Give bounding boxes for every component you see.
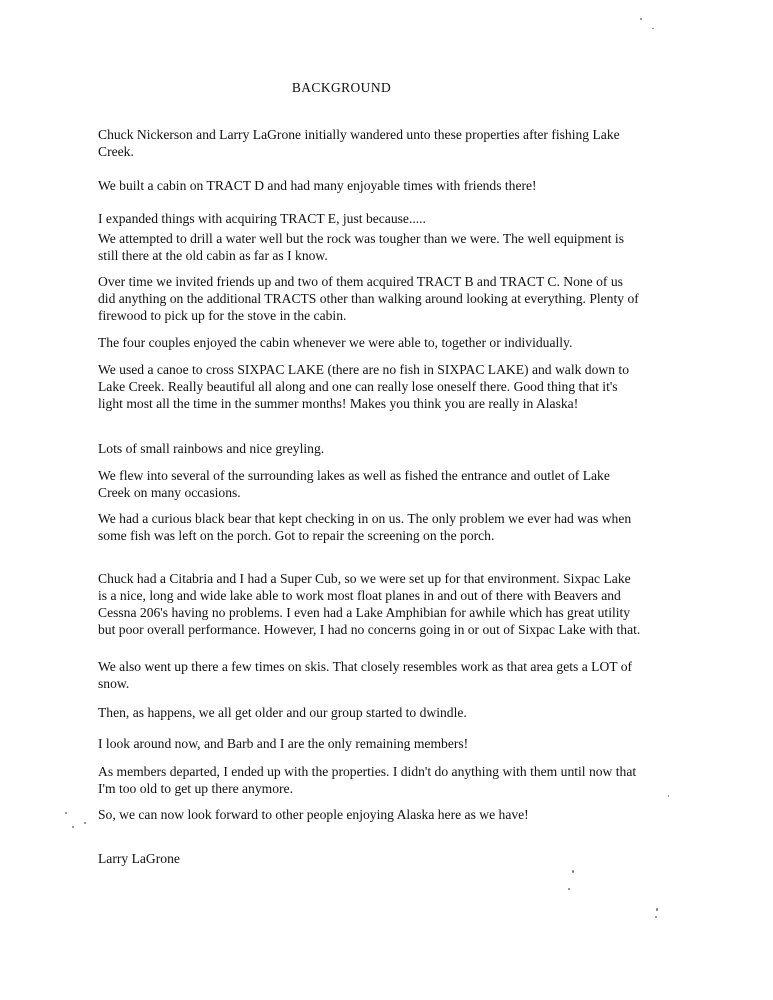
paragraph-1: Chuck Nickerson and Larry LaGrone initially wandered unto these properties after fishing Lake Creek. (98, 127, 620, 159)
scan-speck (72, 826, 74, 828)
scan-speck (668, 795, 669, 797)
scan-speck (652, 28, 654, 29)
scan-speck (568, 888, 570, 890)
signature: Larry LaGrone (98, 851, 180, 866)
paragraph-14: I look around now, and Barb and I are the only remaining members! (98, 736, 469, 751)
paragraph-5: Over time we invited friends up and two of them acquired TRACT B and TRACT C. None of us did anything on the additional TRACTS other than walking around looking at everything. Plenty of firewood to pick up for the stove in the cabin. (98, 274, 639, 323)
paragraph-16: So, we can now look forward to other people enjoying Alaska here as we have! (98, 807, 529, 822)
paragraph-10: We had a curious black bear that kept checking in on us. The only problem we ever had was when some fish was left on the porch. Got to repair the screening on the porch. (98, 511, 632, 543)
scan-speck (65, 812, 67, 814)
document-title-text: BACKGROUND (291, 80, 392, 95)
scan-speck (640, 18, 642, 20)
document-title (0, 80, 773, 96)
paragraph-2: We built a cabin on TRACT D and had many enjoyable times with friends there! (98, 178, 537, 193)
paragraph-9: We flew into several of the surrounding lakes as well as fished the entrance and outlet of Lake Creek on many occasions. (98, 468, 610, 500)
scan-speck (572, 870, 574, 873)
paragraph-6: The four couples enjoyed the cabin whenever we were able to, together or individually. (98, 335, 573, 350)
scan-speck (656, 908, 658, 911)
paragraph-4: We attempted to drill a water well but the rock was tougher than we were. The well equipment is still there at the old cabin as far as I know. (98, 231, 625, 263)
paragraph-7: We used a canoe to cross SIXPAC LAKE (there are no fish in SIXPAC LAKE) and walk down to Lake Creek. Really beautiful all along and one can really lose oneself there. Good thing that it's light most all the time in the summer months! Makes you think you are really in Alaska! (98, 362, 629, 411)
paragraph-11: Chuck had a Citabria and I had a Super Cub, so we were set up for that environment. Sixpac Lake is a nice, long and wide lake able to work most float planes in and out of there with Beavers and Cessna 206's having no problems. I even had a Lake Amphibian for awhile which has great utility but poor overall performance. However, I had no concerns going in or out of Sixpac Lake with that. (98, 571, 641, 637)
scan-speck (84, 822, 86, 824)
paragraph-13: Then, as happens, we all get older and our group started to dwindle. (98, 705, 467, 720)
paragraph-3: I expanded things with acquiring TRACT E, just because..... (98, 211, 426, 226)
scan-speck (655, 916, 657, 918)
paragraph-8: Lots of small rainbows and nice greyling. (98, 441, 325, 456)
paragraph-15: As members departed, I ended up with the properties. I didn't do anything with them until now that I'm too old to get up there anymore. (98, 764, 637, 796)
paragraph-12: We also went up there a few times on skis. That closely resembles work as that area gets a LOT of snow. (98, 659, 633, 691)
